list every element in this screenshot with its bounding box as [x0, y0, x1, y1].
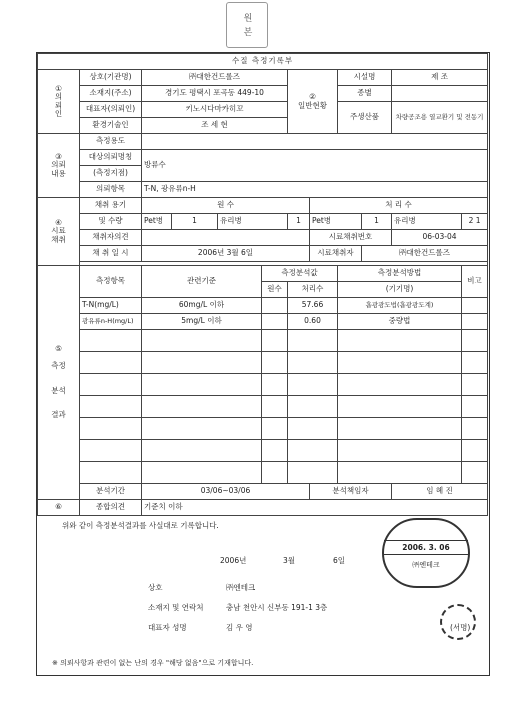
sample-number-label: 시료채취번호	[310, 230, 392, 246]
footnote: ※ 의뢰사항과 관련이 없는 난의 경우 "해당 없음"으로 기재합니다.	[52, 659, 254, 667]
note-header: 비고	[462, 266, 488, 298]
empty-row-cell	[462, 352, 488, 374]
empty-row-cell	[462, 330, 488, 352]
original-stamp: 원 본	[226, 2, 268, 48]
empty-row-cell	[338, 396, 462, 418]
empty-row-cell	[338, 418, 462, 440]
overall-opinion-value: 기준치 이하	[142, 500, 488, 516]
raw-water-label: 원 수	[142, 198, 310, 214]
kind-value	[392, 86, 488, 102]
empty-row-cell	[262, 418, 288, 440]
result-standard: 60mg/L 이하	[142, 298, 262, 314]
request-section-label: ③ 의뢰 내용	[38, 134, 80, 198]
empty-row-cell	[288, 374, 338, 396]
result-treated: 57.66	[288, 298, 338, 314]
empty-row-cell	[262, 374, 288, 396]
approval-stamp	[382, 518, 470, 588]
empty-row-cell	[80, 462, 142, 484]
empty-row-cell	[142, 440, 262, 462]
analysis-period-value: 03/06~03/06	[142, 484, 310, 500]
pet-bottle-raw: Pet병	[142, 214, 172, 230]
pet-count-raw: 1	[172, 214, 218, 230]
stamp-date: 2006. 3. 06	[384, 540, 468, 555]
glass-count-raw: 1	[288, 214, 310, 230]
empty-row-cell	[288, 352, 338, 374]
empty-row-cell	[338, 374, 462, 396]
target-label: 대상의뢰명칭	[80, 150, 142, 166]
footer-company-label: 상호	[148, 583, 163, 592]
method-header: 측정분석방법	[338, 266, 462, 282]
empty-row-cell	[80, 440, 142, 462]
empty-row-cell	[80, 374, 142, 396]
purpose-label: 측정용도	[80, 134, 142, 150]
product-value: 차량공조용 열교환기 및 전동기	[392, 102, 488, 134]
product-label: 주생산품	[338, 102, 392, 134]
empty-row-cell	[80, 418, 142, 440]
container-label: 채취 용기	[80, 198, 142, 214]
address-value: 경기도 평택시 포곡동 449-10	[142, 86, 288, 102]
result-method: 중량법	[338, 314, 462, 330]
sampling-date-value: 2006년 3월 6일	[142, 246, 310, 262]
empty-row-cell	[288, 330, 338, 352]
empty-row-cell	[338, 352, 462, 374]
empty-row-cell	[262, 462, 288, 484]
date-day: 6일	[333, 556, 346, 565]
quantity-label: 및 수량	[80, 214, 142, 230]
empty-row-cell	[288, 440, 338, 462]
date-month: 3월	[283, 556, 296, 565]
empty-row-cell	[288, 418, 338, 440]
collector-opinion-label: 채취자의견	[80, 230, 142, 246]
representative-value: 키노시다마카히꼬	[142, 102, 288, 118]
empty-row-cell	[262, 330, 288, 352]
empty-row-cell	[142, 462, 262, 484]
treated-water-label: 처 리 수	[310, 198, 488, 214]
empty-row-cell	[462, 440, 488, 462]
result-item: T-N(mg/L)	[80, 298, 142, 314]
env-manager-label: 환경기술인	[80, 118, 142, 134]
overall-opinion-label: 종합의견	[80, 500, 142, 516]
analyst-label: 분석책임자	[310, 484, 392, 500]
glass-bottle-treated: 유리병	[392, 214, 462, 230]
footer-rep-label: 대표자 성명	[148, 623, 187, 632]
glass-count-treated: 2 1	[462, 214, 488, 230]
date-year: 2006년	[220, 556, 247, 565]
collector-value: ㈜대한건드롤즈	[362, 246, 488, 262]
raw-value-header: 원수	[262, 282, 288, 298]
empty-row-cell	[142, 352, 262, 374]
target-value: 방류수	[142, 150, 488, 182]
item-header: 측정항목	[80, 266, 142, 298]
empty-row-cell	[338, 462, 462, 484]
empty-row-cell	[462, 396, 488, 418]
overall-opinion-num: ⑥	[38, 500, 80, 516]
seal-stamp	[440, 604, 476, 640]
pet-bottle-treated: Pet병	[310, 214, 362, 230]
empty-row-cell	[80, 352, 142, 374]
glass-bottle-raw: 유리병	[218, 214, 288, 230]
footer-rep-value: 김 우 영	[226, 623, 253, 632]
empty-row-cell	[262, 352, 288, 374]
value-header: 측정분석값	[262, 266, 338, 282]
empty-row-cell	[338, 330, 462, 352]
result-standard: 5mg/L 이하	[142, 314, 262, 330]
treated-value-header: 처리수	[288, 282, 338, 298]
empty-row-cell	[338, 440, 462, 462]
measurement-record-table	[37, 53, 488, 516]
empty-row-cell	[142, 396, 262, 418]
results-section-label: ⑤ 측정 분석 결과	[38, 266, 80, 500]
pet-count-treated: 1	[362, 214, 392, 230]
signature-label: (서명)	[450, 623, 471, 632]
statement-text: 위와 같이 측정분석결과를 사실대로 기록합니다.	[62, 521, 219, 530]
purpose-value	[142, 134, 488, 150]
collector-label: 시료채취자	[310, 246, 362, 262]
empty-row-cell	[462, 462, 488, 484]
result-item: 광유류n-H(mg/L)	[80, 314, 142, 330]
empty-row-cell	[142, 418, 262, 440]
sampling-date-label: 채 취 일 시	[80, 246, 142, 262]
stamp-name: ㈜엔테크	[412, 561, 440, 569]
empty-row-cell	[462, 418, 488, 440]
footer-company-value: ㈜엔테크	[226, 583, 256, 592]
items-value: T-N, 광유류n-H	[142, 182, 488, 198]
method-sub-header: (기기명)	[338, 282, 462, 298]
result-treated: 0.60	[288, 314, 338, 330]
empty-row-cell	[262, 440, 288, 462]
empty-row-cell	[288, 462, 338, 484]
empty-row-cell	[142, 330, 262, 352]
facility-name-value: 제 조	[392, 70, 488, 86]
empty-row-cell	[462, 374, 488, 396]
analysis-period-label: 분석기간	[80, 484, 142, 500]
footer-address-value: 충남 천안시 신부동 191-1 3층	[226, 603, 328, 612]
address-label: 소재지(주소)	[80, 86, 142, 102]
company-value: ㈜대한건드롤즈	[142, 70, 288, 86]
items-label: 의뢰항목	[80, 182, 142, 198]
empty-row-cell	[80, 330, 142, 352]
sample-number-value: 06-03-04	[392, 230, 488, 246]
kind-label: 종별	[338, 86, 392, 102]
client-section-label: ① 의 뢰 인	[38, 70, 80, 134]
representative-label: 대표자(의뢰인)	[80, 102, 142, 118]
empty-row-cell	[288, 396, 338, 418]
empty-row-cell	[80, 396, 142, 418]
analyst-value: 임 혜 진	[392, 484, 488, 500]
form-title: 수질 측정기록부	[38, 54, 488, 70]
result-method: 흡광광도법(흡광광도계)	[338, 298, 462, 314]
footer-address-label: 소재지 및 연락처	[148, 603, 204, 612]
general-status-label: ② 일반현황	[288, 70, 338, 134]
result-note	[462, 314, 488, 330]
standard-header: 관련기준	[142, 266, 262, 298]
target-sub-label: (측정지점)	[80, 166, 142, 182]
sampling-section-label: ④ 시료 채취	[38, 198, 80, 266]
env-manager-value: 조 세 현	[142, 118, 288, 134]
facility-name-label: 시설명	[338, 70, 392, 86]
company-label: 상호(기관명)	[80, 70, 142, 86]
result-raw	[262, 298, 288, 314]
collector-opinion-value	[142, 230, 310, 246]
empty-row-cell	[262, 396, 288, 418]
result-note	[462, 298, 488, 314]
result-raw	[262, 314, 288, 330]
empty-row-cell	[142, 374, 262, 396]
